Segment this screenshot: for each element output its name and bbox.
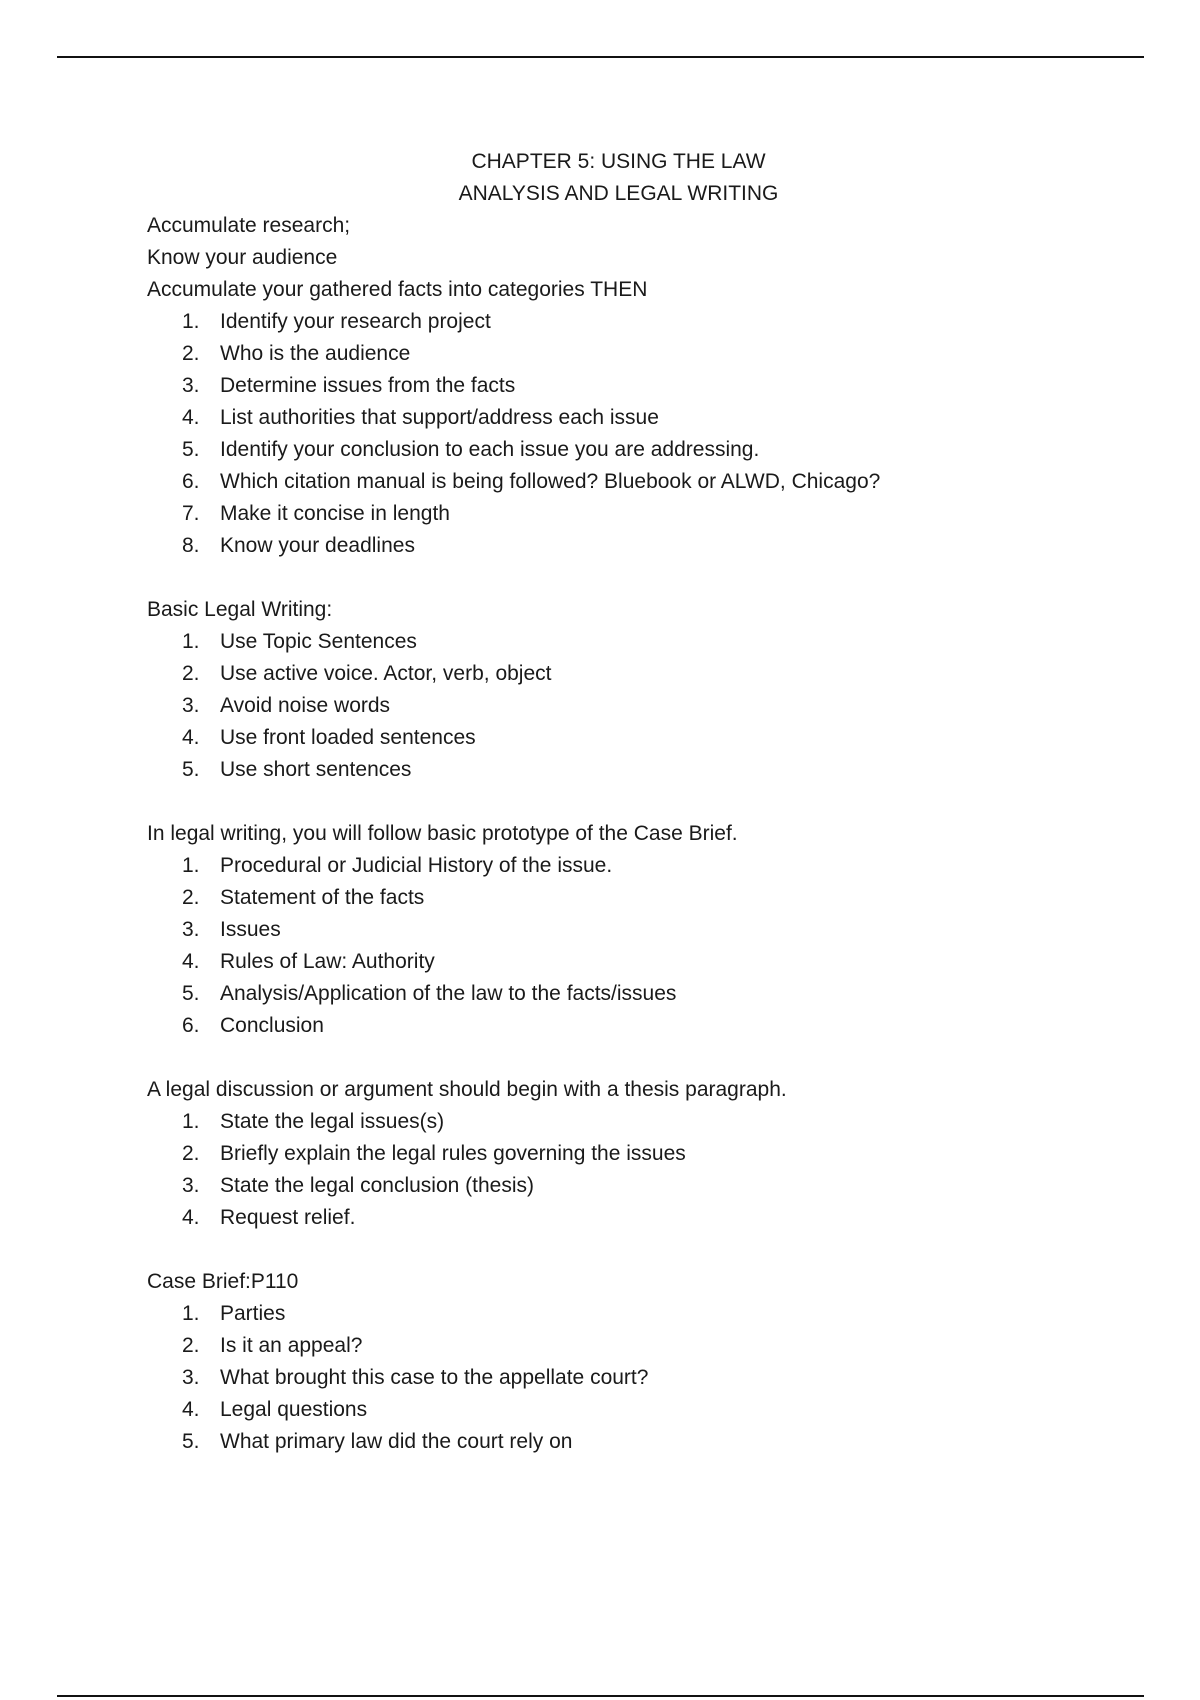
case-brief-list [147,1298,1107,1458]
item-number: 7. [182,502,200,525]
list-item [147,978,1107,1010]
item-number: 2. [182,662,200,685]
item-text: Is it an appeal? [220,1334,363,1357]
list-item [147,1010,1107,1042]
item-text: Avoid noise words [220,694,391,717]
item-text: Use active voice. Actor, verb, object [220,662,552,685]
item-number: 4. [182,1206,200,1229]
spacer [147,1042,1107,1074]
item-text: Issues [220,918,281,941]
item-text: What brought this case to the appellate court? [220,1366,649,1389]
item-text: Legal questions [220,1398,368,1421]
item-text: Use Topic Sentences [220,630,417,653]
item-text: Use front loaded sentences [220,726,476,749]
spacer [147,786,1107,818]
list-item [147,914,1107,946]
spacer [147,1234,1107,1266]
list-item [147,402,1107,434]
section-heading-case-brief: Case Brief:P110 [147,1270,299,1293]
item-number: 5. [182,438,200,461]
item-text: What primary law did the court rely on [220,1430,573,1453]
item-number: 2. [182,1142,200,1165]
item-number: 5. [182,758,200,781]
item-number: 6. [182,470,200,493]
item-text: Identify your conclusion to each issue you are addressing. [220,438,760,461]
top-rule [57,56,1144,58]
list-item [147,1138,1107,1170]
item-number: 4. [182,406,200,429]
list-item [147,338,1107,370]
item-number: 5. [182,1430,200,1453]
list-item [147,434,1107,466]
document-body [147,146,1107,1458]
item-text: Statement of the facts [220,886,425,909]
list-item [147,306,1107,338]
list-item [147,946,1107,978]
intro-line-2: Know your audience [147,246,338,269]
list-item [147,1362,1107,1394]
item-number: 1. [182,310,200,333]
section-heading-prototype: In legal writing, you will follow basic prototype of the Case Brief. [147,822,738,845]
spacer [147,562,1107,594]
item-text: Rules of Law: Authority [220,950,435,973]
item-number: 5. [182,982,200,1005]
thesis-list [147,1106,1107,1234]
item-text: Procedural or Judicial History of the issue. [220,854,613,877]
list-item [147,882,1107,914]
item-number: 4. [182,950,200,973]
item-number: 2. [182,886,200,909]
item-text: Parties [220,1302,286,1325]
list-item [147,1394,1107,1426]
item-text: Analysis/Application of the law to the facts/issues [220,982,677,1005]
list-item [147,498,1107,530]
item-text: State the legal conclusion (thesis) [220,1174,535,1197]
item-number: 4. [182,726,200,749]
list-item [147,1170,1107,1202]
item-text: Know your deadlines [220,534,415,557]
item-number: 2. [182,1334,200,1357]
item-number: 1. [182,1110,200,1133]
item-number: 3. [182,1366,200,1389]
steps-list [147,306,1107,562]
item-text: State the legal issues(s) [220,1110,445,1133]
item-text: Identify your research project [220,310,491,333]
list-item [147,754,1107,786]
list-item [147,1330,1107,1362]
item-text: Make it concise in length [220,502,450,525]
list-item [147,690,1107,722]
section-heading-thesis: A legal discussion or argument should begin with a thesis paragraph. [147,1078,787,1101]
item-text: Briefly explain the legal rules governing the issues [220,1142,686,1165]
item-number: 4. [182,1398,200,1421]
title-line-1: CHAPTER 5: USING THE LAW [471,150,766,173]
list-item [147,530,1107,562]
bottom-rule [57,1695,1144,1697]
list-item [147,850,1107,882]
item-number: 1. [182,630,200,653]
list-item [147,626,1107,658]
section-heading-basic: Basic Legal Writing: [147,598,333,621]
item-number: 8. [182,534,200,557]
list-item [147,658,1107,690]
item-text: Use short sentences [220,758,412,781]
title-line-2: ANALYSIS AND LEGAL WRITING [458,182,779,205]
list-item [147,1426,1107,1458]
item-text: Who is the audience [220,342,411,365]
list-item [147,466,1107,498]
item-number: 1. [182,854,200,877]
item-text: Determine issues from the facts [220,374,516,397]
list-item [147,722,1107,754]
item-text: Conclusion [220,1014,324,1037]
item-number: 1. [182,1302,200,1325]
item-text: List authorities that support/address each issue [220,406,659,429]
item-text: Request relief. [220,1206,356,1229]
item-number: 3. [182,918,200,941]
intro-line-3: Accumulate your gathered facts into categories THEN [147,278,648,301]
item-number: 2. [182,342,200,365]
list-item [147,1202,1107,1234]
item-text: Which citation manual is being followed? Bluebook or ALWD, Chicago? [220,470,881,493]
item-number: 3. [182,694,200,717]
item-number: 3. [182,374,200,397]
list-item [147,370,1107,402]
item-number: 3. [182,1174,200,1197]
list-item [147,1298,1107,1330]
item-number: 6. [182,1014,200,1037]
intro-line-1: Accumulate research; [147,214,351,237]
basic-writing-list [147,626,1107,786]
case-brief-prototype-list [147,850,1107,1042]
list-item [147,1106,1107,1138]
page-title [0,146,1200,210]
